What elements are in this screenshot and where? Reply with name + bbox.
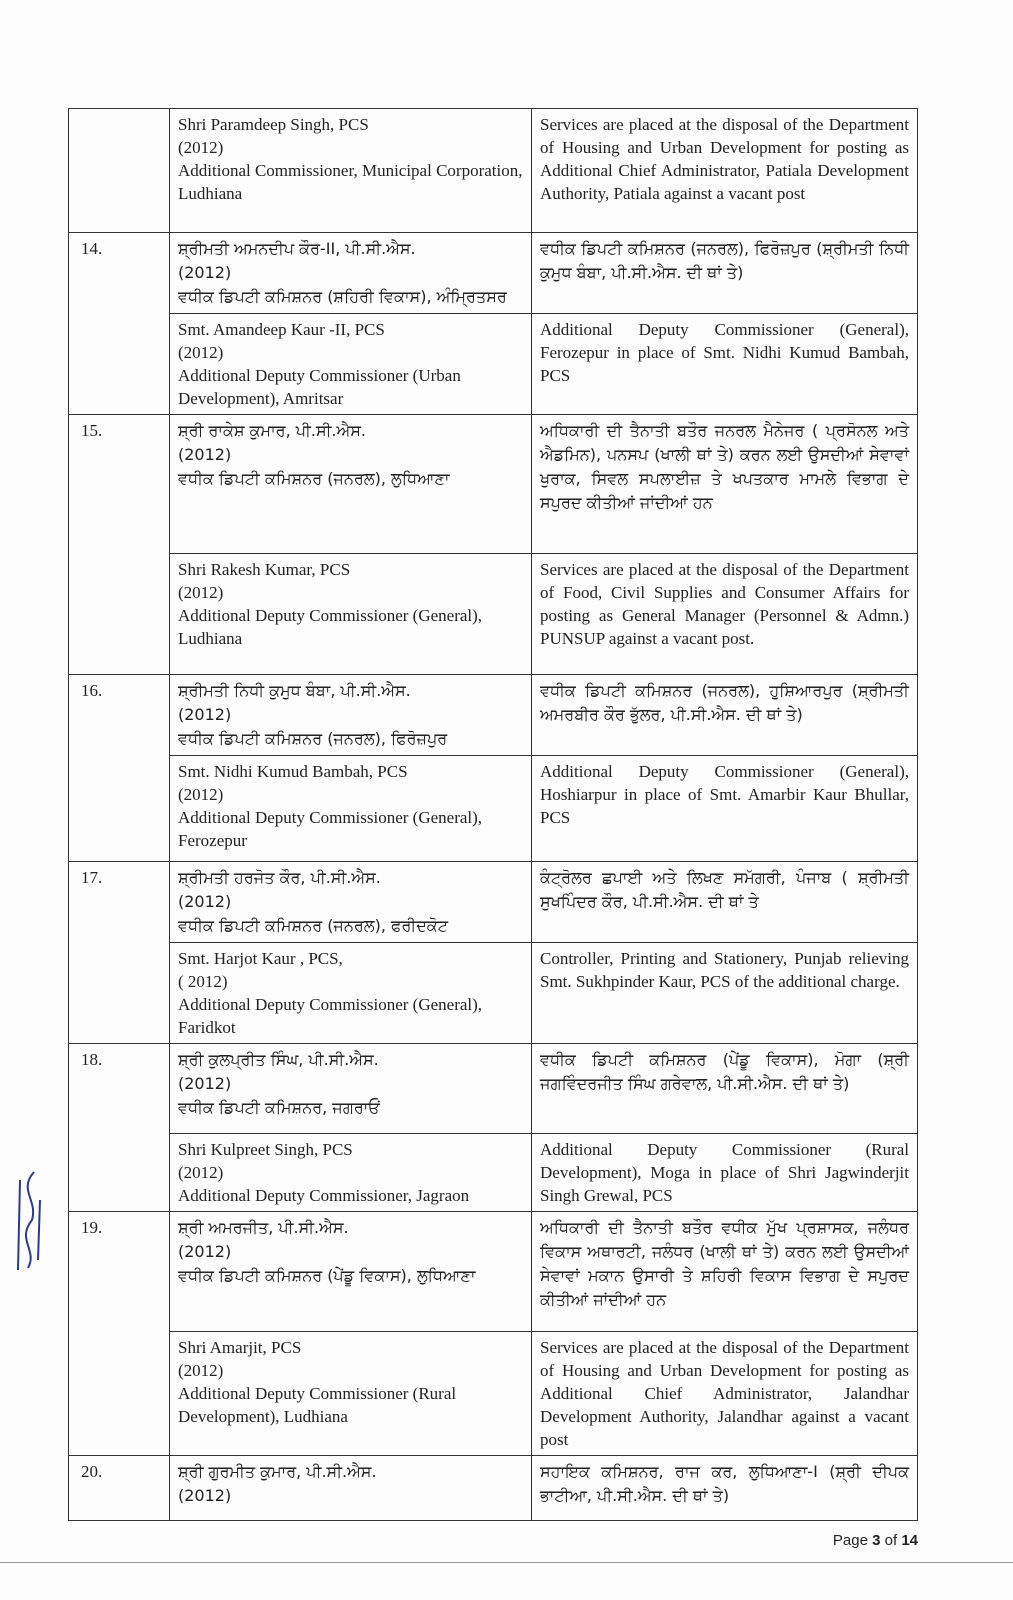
name-line: ਸ਼੍ਰੀਮਤੀ ਨਿਧੀ ਕੁਮੁਧ ਬੰਬਾ, ਪੀ.ਸੀ.ਐਸ. [178,681,411,700]
name-line: ਸ਼੍ਰੀ ਰਾਕੇਸ਼ ਕੁਮਾਰ, ਪੀ.ਸੀ.ਐਸ. [178,421,366,440]
officer-name-english [170,943,532,1044]
name-line: (2012) [178,1074,232,1093]
posting-order-english: Services are placed at the disposal of the Department of Housing and Urban Development for posting as Additional Chief Administrator, Patiala Development Authority, Patiala against a vacant post [532,109,918,233]
page-current: 3 [872,1532,881,1549]
name-line: Additional Deputy Commissioner, Jagraon [178,1186,470,1205]
table-row-punjabi [69,1212,918,1332]
serial-number: 14. [69,233,170,415]
name-line: (2012) [178,343,224,362]
name-line: ਸ਼੍ਰੀ ਗੁਰਮੀਤ ਕੁਮਾਰ, ਪੀ.ਸੀ.ਐਸ. [178,1462,377,1481]
officer-name-punjabi [170,1212,532,1332]
name-line: ਵਧੀਕ ਡਿਪਟੀ ਕਮਿਸ਼ਨਰ (ਜਨਰਲ), ਫਰੀਦਕੋਟ [178,916,448,935]
table-row-english [69,1134,918,1212]
name-line: (2012) [178,1486,232,1505]
posting-order-english: Additional Deputy Commissioner (General), Hoshiarpur in place of Smt. Amarbir Kaur Bhullar, PCS [532,756,918,862]
page-prefix: Page [832,1532,873,1549]
posting-order-punjabi: ਸਹਾਇਕ ਕਮਿਸ਼ਨਰ, ਰਾਜ ਕਰ, ਲੁਧਿਆਣਾ-I (ਸ਼੍ਰੀ ਦੀਪਕ ਭਾਟੀਆ, ਪੀ.ਸੀ.ਐਸ. ਦੀ ਥਾਂ ਤੇ) [532,1456,918,1521]
name-line: Additional Deputy Commissioner (General), Ludhiana [178,606,483,648]
page-of: of [880,1532,902,1549]
serial-number: 16. [69,675,170,862]
posting-order-english: Services are placed at the disposal of the Department of Housing and Urban Development for posting as Additional Chief Administrator, Jalandhar Development Authority, Jalandhar against a vacant post [532,1332,918,1456]
name-line: Shri Paramdeep Singh, PCS [178,115,369,134]
officer-name-english [170,1332,532,1456]
table-row-punjabi [69,1456,918,1521]
name-line: (2012) [178,1242,232,1261]
name-line: Additional Deputy Commissioner (General), Faridkot [178,995,483,1037]
name-line: ( 2012) [178,972,228,991]
table-row-english [69,109,918,233]
name-line: Additional Deputy Commissioner (Rural Development), Ludhiana [178,1384,457,1426]
posting-order-punjabi: ਅਧਿਕਾਰੀ ਦੀ ਤੈਨਾਤੀ ਬਤੌਰ ਵਧੀਕ ਮੁੱਖ ਪ੍ਰਸ਼ਾਸਕ, ਜਲੰਧਰ ਵਿਕਾਸ ਅਥਾਰਟੀ, ਜਲੰਧਰ (ਖਾਲੀ ਥਾਂ ਤੇ) ਕਰਨ ਲਈ ਉਸਦੀਆਂ ਸੇਵਾਵਾਂ ਮਕਾਨ ਉਸਾਰੀ ਤੇ ਸ਼ਹਿਰੀ ਵਿਕਾਸ ਵਿਭਾਗ ਦੇ ਸਪੁਰਦ ਕੀਤੀਆਂ ਜਾਂਦੀਆਂ ਹਨ [532,1212,918,1332]
posting-order-english: Additional Deputy Commissioner (Rural Development), Moga in place of Shri Jagwinderjit Singh Grewal, PCS [532,1134,918,1212]
posting-order-english: Additional Deputy Commissioner (General), Ferozepur in place of Smt. Nidhi Kumud Bambah, PCS [532,314,918,415]
officer-name-punjabi [170,1044,532,1134]
name-line: Shri Rakesh Kumar, PCS [178,560,351,579]
page-total: 14 [901,1532,918,1549]
officer-name-punjabi [170,233,532,314]
name-line: ਵਧੀਕ ਡਿਪਟੀ ਕਮਿਸ਼ਨਰ (ਪੇਂਡੂ ਵਿਕਾਸ), ਲੁਧਿਆਣਾ [178,1266,476,1285]
posting-order-english: Services are placed at the disposal of the Department of Food, Civil Supplies and Consumer Affairs for posting as General Manager (Personnel & Admn.) PUNSUP against a vacant post. [532,554,918,675]
name-line: (2012) [178,1361,224,1380]
officer-name-english [170,314,532,415]
table-row-punjabi [69,1044,918,1134]
officer-name-punjabi [170,1456,532,1521]
name-line: Additional Commissioner, Municipal Corporation, Ludhiana [178,161,523,203]
serial-number: 18. [69,1044,170,1212]
name-line: (2012) [178,785,224,804]
table-row-english [69,756,918,862]
table-row-punjabi [69,233,918,314]
page-number [833,1532,918,1549]
posting-order-punjabi: ਕੰਟ੍ਰੋਲਰ ਛਪਾਈ ਅਤੇ ਲਿਖਣ ਸਮੱਗਰੀ, ਪੰਜਾਬ ( ਸ਼੍ਰੀਮਤੀ ਸੁਖਪਿੰਦਰ ਕੌਰ, ਪੀ.ਸੀ.ਐਸ. ਦੀ ਥਾਂ ਤੇ [532,862,918,943]
name-line: (2012) [178,892,232,911]
name-line: Smt. Amandeep Kaur -II, PCS [178,320,385,339]
officer-name-english [170,554,532,675]
table-row-punjabi [69,862,918,943]
name-line: (2012) [178,263,232,282]
name-line: ਸ਼੍ਰੀ ਕੁਲਪ੍ਰੀਤ ਸਿੰਘ, ਪੀ.ਸੀ.ਐਸ. [178,1050,379,1069]
name-line: ਸ਼੍ਰੀਮਤੀ ਅਮਨਦੀਪ ਕੌਰ-II, ਪੀ.ਸੀ.ਐਸ. [178,239,416,258]
name-line: Smt. Harjot Kaur , PCS, [178,949,343,968]
name-line: Shri Amarjit, PCS [178,1338,302,1357]
name-line: (2012) [178,583,224,602]
signature [8,1160,48,1280]
table-row-english [69,314,918,415]
table-row-english [69,943,918,1044]
name-line: Shri Kulpreet Singh, PCS [178,1140,353,1159]
officer-name-english [170,109,532,233]
name-line: Additional Deputy Commissioner (General), Ferozepur [178,808,483,850]
officer-name-punjabi [170,415,532,554]
serial-number: 15. [69,415,170,675]
table-row-english [69,554,918,675]
table-row-punjabi [69,415,918,554]
officer-name-english [170,756,532,862]
officer-name-punjabi [170,675,532,756]
name-line: (2012) [178,445,232,464]
serial-number [69,109,170,233]
name-line: ਸ਼੍ਰੀਮਤੀ ਹਰਜੋਤ ਕੌਰ, ਪੀ.ਸੀ.ਐਸ. [178,868,381,887]
name-line: Smt. Nidhi Kumud Bambah, PCS [178,762,408,781]
name-line: Additional Deputy Commissioner (Urban Development), Amritsar [178,366,461,408]
posting-order-english: Controller, Printing and Stationery, Punjab relieving Smt. Sukhpinder Kaur, PCS of the additional charge. [532,943,918,1044]
posting-order-punjabi: ਵਧੀਕ ਡਿਪਟੀ ਕਮਿਸ਼ਨਰ (ਪੇਂਡੂ ਵਿਕਾਸ), ਮੋਗਾ (ਸ਼੍ਰੀ ਜਗਵਿੰਦਰਜੀਤ ਸਿੰਘ ਗਰੇਵਾਲ, ਪੀ.ਸੀ.ਐਸ. ਦੀ ਥਾਂ ਤੇ) [532,1044,918,1134]
serial-number: 17. [69,862,170,1044]
name-line: (2012) [178,138,224,157]
officer-name-english [170,1134,532,1212]
name-line: (2012) [178,1163,224,1182]
name-line: ਵਧੀਕ ਡਿਪਟੀ ਕਮਿਸ਼ਨਰ (ਜਨਰਲ), ਫਿਰੋਜ਼ਪੁਰ [178,729,448,748]
table-row-punjabi [69,675,918,756]
serial-number: 19. [69,1212,170,1456]
posting-order-punjabi: ਵਧੀਕ ਡਿਪਟੀ ਕਮਿਸ਼ਨਰ (ਜਨਰਲ), ਫਿਰੋਜ਼ਪੁਰ (ਸ਼੍ਰੀਮਤੀ ਨਿਧੀ ਕੁਮੁਧ ਬੰਬਾ, ਪੀ.ਸੀ.ਐਸ. ਦੀ ਥਾਂ ਤੇ) [532,233,918,314]
name-line: ਵਧੀਕ ਡਿਪਟੀ ਕਮਿਸ਼ਨਰ (ਸ਼ਹਿਰੀ ਵਿਕਾਸ), ਅੰਮ੍ਰਿਤਸਰ [178,287,507,306]
name-line: ਸ਼੍ਰੀ ਅਮਰਜੀਤ, ਪੀ.ਸੀ.ਐਸ. [178,1218,349,1237]
footer-rule [0,1562,1013,1563]
name-line: ਵਧੀਕ ਡਿਪਟੀ ਕਮਿਸ਼ਨਰ (ਜਨਰਲ), ਲੁਧਿਆਣਾ [178,469,450,488]
posting-order-punjabi: ਅਧਿਕਾਰੀ ਦੀ ਤੈਨਾਤੀ ਬਤੌਰ ਜਨਰਲ ਮੈਨੇਜਰ ( ਪ੍ਰਸੋਨਲ ਅਤੇ ਐਡਮਿਨ), ਪਨਸਪ (ਖਾਲੀ ਥਾਂ ਤੇ) ਕਰਨ ਲਈ ਉਸਦੀਆਂ ਸੇਵਾਵਾਂ ਖੁਰਾਕ, ਸਿਵਲ ਸਪਲਾਈਜ਼ ਤੇ ਖਪਤਕਾਰ ਮਾਮਲੇ ਵਿਭਾਗ ਦੇ ਸਪੁਰਦ ਕੀਤੀਆਂ ਜਾਂਦੀਆਂ ਹਨ [532,415,918,554]
serial-number: 20. [69,1456,170,1521]
transfer-orders-table [68,108,918,1521]
name-line: ਵਧੀਕ ਡਿਪਟੀ ਕਮਿਸ਼ਨਰ, ਜਗਰਾਓਂ [178,1098,380,1117]
posting-order-punjabi: ਵਧੀਕ ਡਿਪਟੀ ਕਮਿਸ਼ਨਰ (ਜਨਰਲ), ਹੁਸ਼ਿਆਰਪੁਰ (ਸ਼੍ਰੀਮਤੀ ਅਮਰਬੀਰ ਕੌਰ ਭੁੱਲਰ, ਪੀ.ਸੀ.ਐਸ. ਦੀ ਥਾਂ ਤੇ) [532,675,918,756]
table-row-english [69,1332,918,1456]
name-line: (2012) [178,705,232,724]
officer-name-punjabi [170,862,532,943]
